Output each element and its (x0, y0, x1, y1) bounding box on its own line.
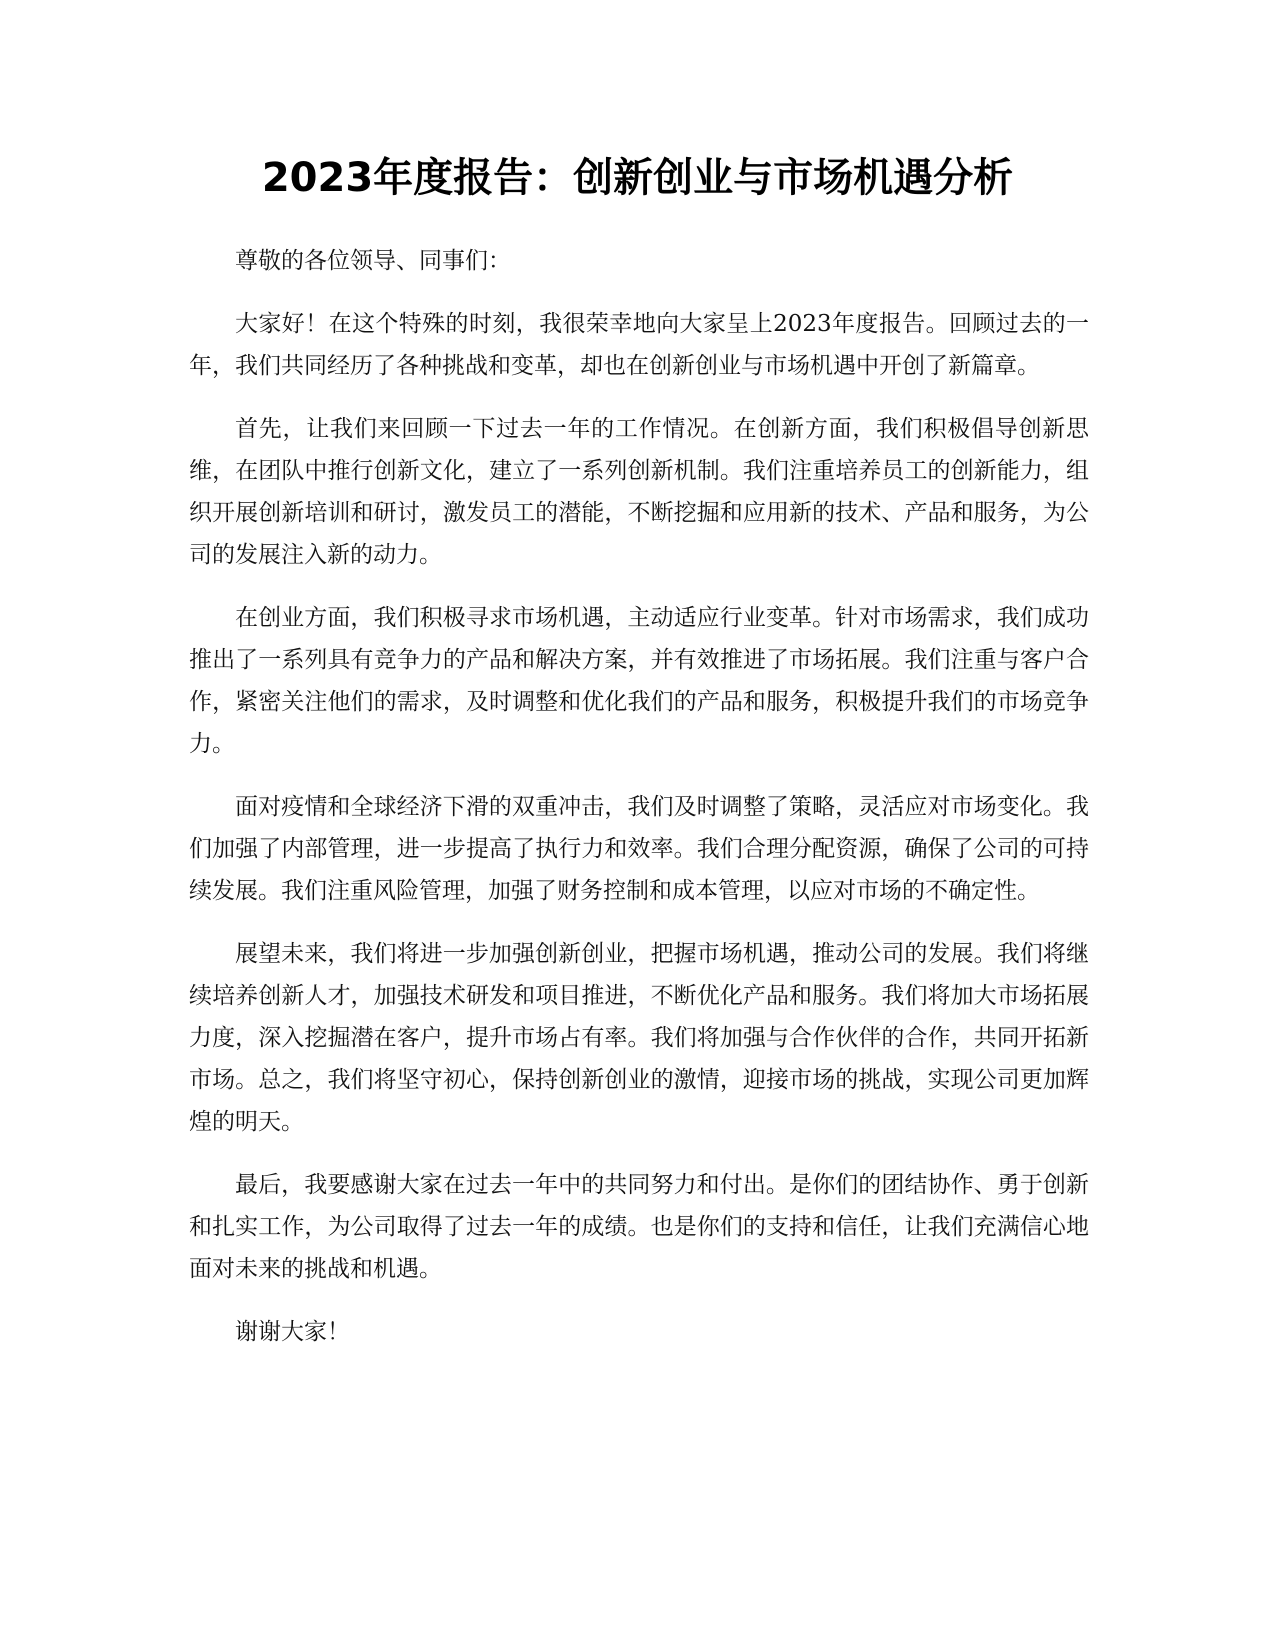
document-title: 2023年度报告：创新创业与市场机遇分析 (261, 155, 1014, 201)
closing-paragraph: 谢谢大家！ (235, 1319, 350, 1345)
innovation-paragraph: 首先，让我们来回顾一下过去一年的工作情况。在创新方面，我们积极倡导创新思维，在团队中推行创新文化，建立了一系列创新机制。我们注重培养员工的创新能力，组织开展创新培训和研讨，激发员工的潜能，不断挖掘和应用新的技术、产品和服务，为公司的发展注入新的动力。 (189, 416, 1089, 568)
outlook-paragraph: 展望未来，我们将进一步加强创新创业，把握市场机遇，推动公司的发展。我们将继续培养创新人才，加强技术研发和项目推进，不断优化产品和服务。我们将加大市场拓展力度，深入挖掘潜在客户，提升市场占有率。我们将加强与合作伙伴的合作，共同开拓新市场。总之，我们将坚守初心，保持创新创业的激情，迎接市场的挑战，实现公司更加辉煌的明天。 (189, 941, 1089, 1135)
intro-paragraph: 大家好！在这个特殊的时刻，我很荣幸地向大家呈上2023年度报告。回顾过去的一年，我们共同经历了各种挑战和变革，却也在创新创业与市场机遇中开创了新篇章。 (189, 311, 1089, 379)
thanks-paragraph: 最后，我要感谢大家在过去一年中的共同努力和付出。是你们的团结协作、勇于创新和扎实工作，为公司取得了过去一年的成绩。也是你们的支持和信任，让我们充满信心地面对未来的挑战和机遇。 (189, 1172, 1089, 1282)
challenges-paragraph: 面对疫情和全球经济下滑的双重冲击，我们及时调整了策略，灵活应对市场变化。我们加强了内部管理，进一步提高了执行力和效率。我们合理分配资源，确保了公司的可持续发展。我们注重风险管理，加强了财务控制和成本管理，以应对市场的不确定性。 (189, 794, 1089, 904)
document-body (189, 240, 1089, 1374)
entrepreneurship-paragraph: 在创业方面，我们积极寻求市场机遇，主动适应行业变革。针对市场需求，我们成功推出了一系列具有竞争力的产品和解决方案，并有效推进了市场拓展。我们注重与客户合作，紧密关注他们的需求，及时调整和优化我们的产品和服务，积极提升我们的市场竞争力。 (189, 605, 1089, 757)
salutation-paragraph: 尊敬的各位领导、同事们： (235, 248, 511, 274)
